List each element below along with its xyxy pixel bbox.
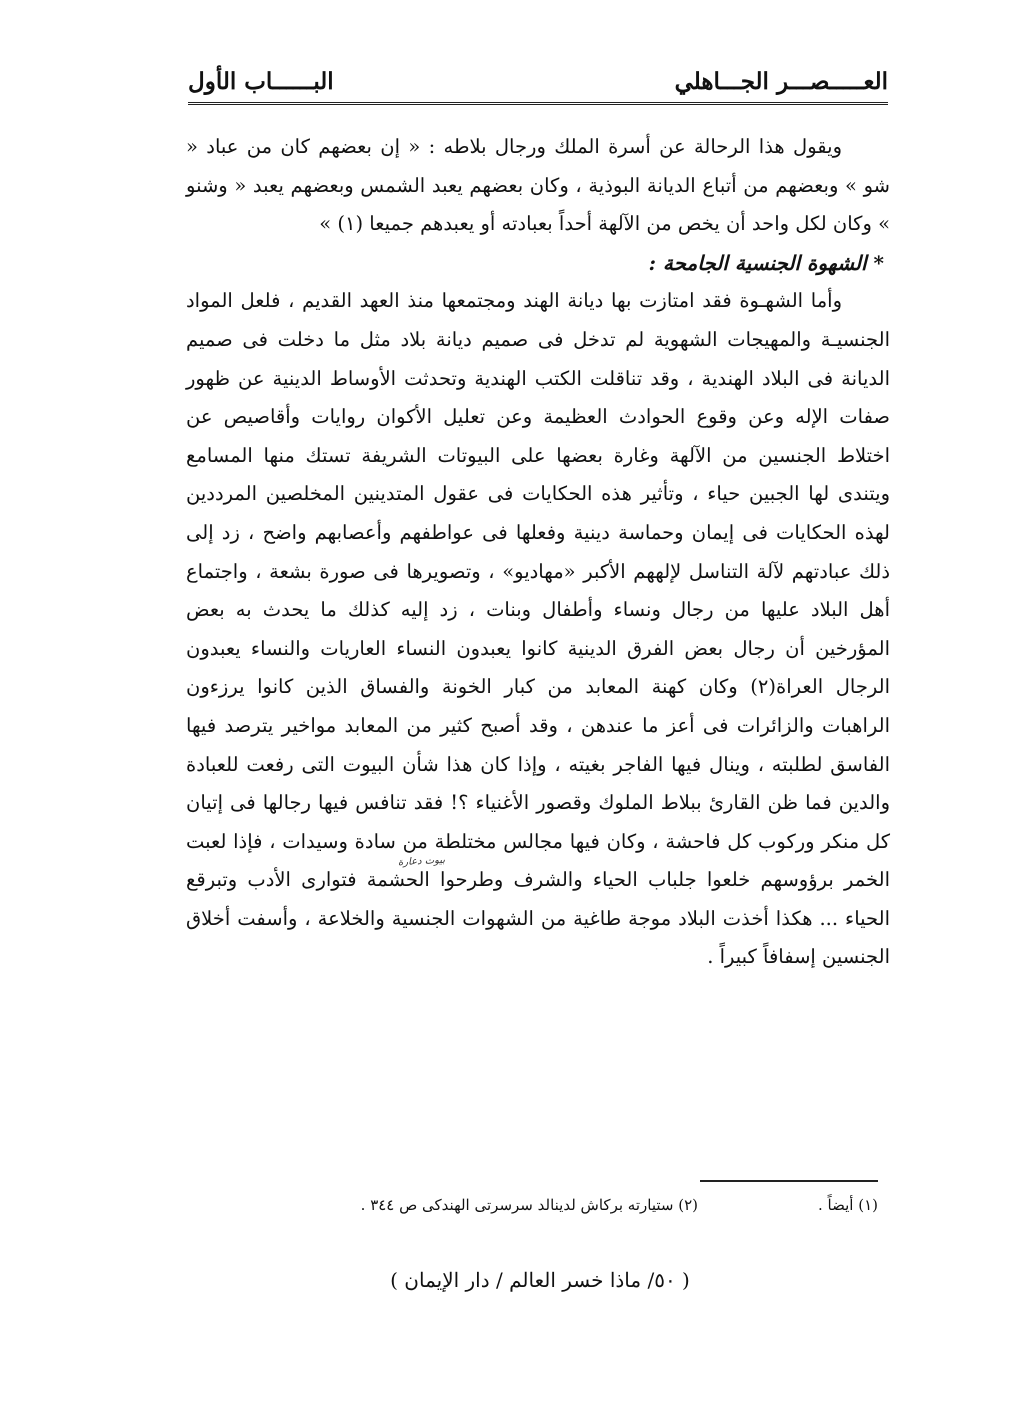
intro-paragraph: ويقول هذا الرحالة عن أسرة الملك ورجال بلاطه : « إن بعضهم كان من عباد « شو » وبعضهم من أتباع الديانة البوذية ، وكان بعضهم يعبد الشمس وبعضهم يعبد « وشنو » وكان لكل واحد أن يخص من الآلهة أحداً بعبادته أو يعبدهم جميعا (١) » [186,135,890,236]
footnote-2: (٢) ستيارته بركاش لدينالد سرسرتى الهندكى ص ٣٤٤ . [360,1196,698,1214]
running-head [188,62,888,105]
footnote-divider [700,1180,878,1182]
footnotes [280,1196,878,1224]
running-head-title: العـــــصـــر الجـــاهلي [674,68,888,95]
running-head-chapter: البــــــاب الأول [188,68,334,95]
main-paragraph: وأما الشهـوة فقد امتازت بها ديانة الهند ومجتمعها منذ العهد القديم ، فلعل المواد الجنسيـة والمهيجات الشهوية لم تدخل فى صميم ديانة بلاد مثل ما دخلت فى صميم الديانة فى البلاد الهندية ، وقد تناقلت الكتب الهندية وتحدثت الأوساط الدينية عن ظهور صفات الإله وعن وقوع الحوادث العظيمة وعن تعليل الأكوان روايات وأقاصيص عن اختلاط الجنسين من الآلهة وغارة بعضها على البيوتات الشريفة تستك منها المسامع ويتندى لها الجبين حياء ، وتأثير هذه الحكايات فى عقول المتدينين المخلصين المرددين لهذه الحكايات فى إيمان وحماسة دينية وفعلها فى عواطفهم وأعصابهم واضح ، زد إلى ذلك عبادتهم لآلة التناسل لإلههم الأكبر «مهاديو» ، وتصويرها فى صورة بشعة ، واجتماع أهل البلاد عليها من رجال ونساء وأطفال وبنات ، زد إليه كذلك ما يحدث به بعض المؤرخين أن رجال بعض الفرق الدينية كانوا يعبدون النساء العاريات والنساء يعبدون الرجال العراة(٢) وكان كهنة المعابد من كبار الخونة والفساق الذين كانوا يرزءون الراهبات والزائرات فى أعز ما عندهن ، وقد أصبح كثير من المعابد مواخير يترصد فيها الفاسق لطلبته ، وينال فيها الفاجر بغيته ، وإذا كان هذا شأن البيوت التى رفعت للعبادة والدين فما ظن القارئ ببلاط الملوك وقصور الأغنياء ؟! فقد تنافس فيها رجالها فى إتيان كل منكر وركوب كل فاحشة ، وكان فيها مجالس مختلطة من سادة وسيدات ، فإذا لعبت الخمر برؤوسهم خلعوا جلباب الحياء والشرف وطرحوا الحشمة فتوارى الأدب وتبرقع الحياء ... هكذا أخذت البلاد موجة طاغية من الشهوات الجنسية والخلاعة ، وأسفت أخلاق الجنسين إسفافاً كبيراً . [186,289,890,969]
section-heading: * الشهوة الجنسية الجامحة : [648,250,884,275]
body-text [186,128,890,977]
handwritten-note: بيوت دعارة [397,854,446,869]
page-folio: ( ٥٠/ ماذا خسر العالم / دار الإيمان ) [390,1268,690,1292]
footnote-1: (١) أيضاً . [818,1196,878,1214]
